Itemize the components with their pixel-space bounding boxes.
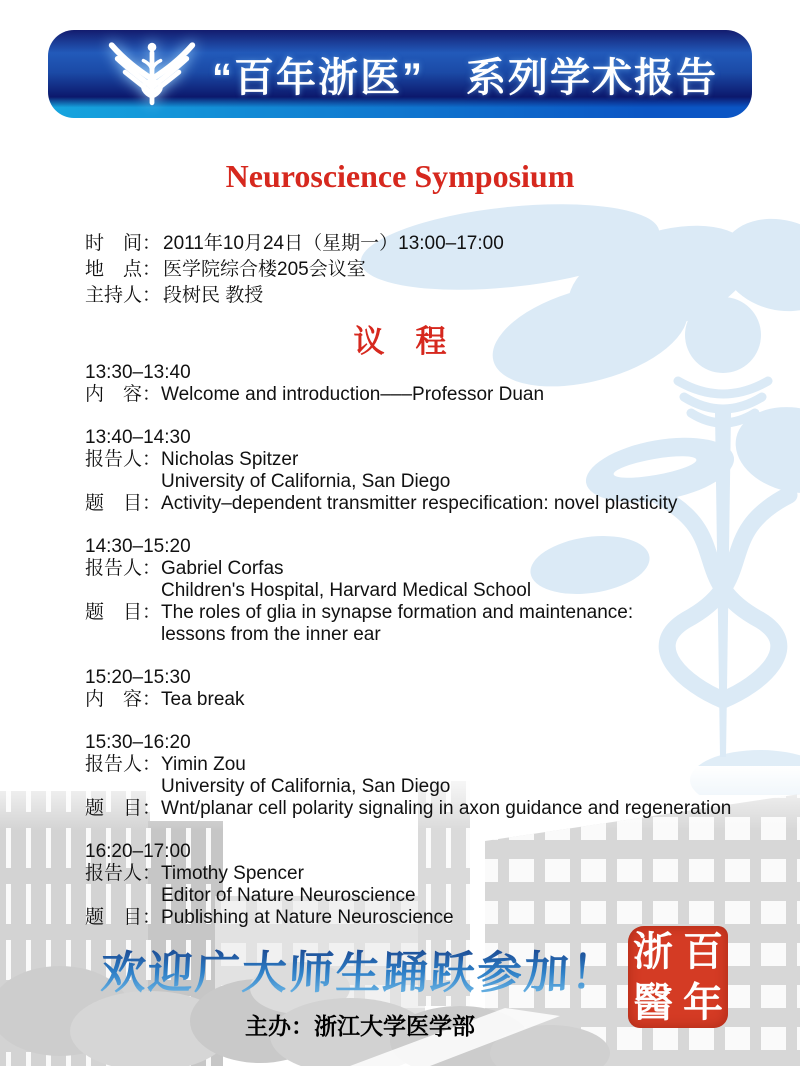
agenda-line: University of California, San Diego <box>161 471 451 492</box>
organizer-label: 主办： <box>245 1014 314 1039</box>
agenda-row-lines <box>161 558 776 602</box>
detail-value: 医学院综合楼205会议室 <box>163 259 366 280</box>
agenda-row <box>85 493 776 515</box>
agenda-time: 15:20–15:30 <box>85 667 191 688</box>
agenda-row-lines <box>161 493 776 515</box>
agenda-block <box>85 427 776 515</box>
agenda-row <box>85 384 776 406</box>
seal-char: 醫 <box>633 980 673 1025</box>
agenda-line: Activity–dependent transmitter respecification: novel plasticity <box>161 493 678 514</box>
detail-row-time <box>85 231 504 257</box>
agenda-block <box>85 732 776 820</box>
agenda-row-lines <box>161 689 776 711</box>
agenda-line: Tea break <box>161 689 245 710</box>
agenda-line: Gabriel Corfas <box>161 558 284 579</box>
agenda-row-label: 题 目： <box>85 602 162 623</box>
agenda-row-label: 报告人： <box>85 863 162 884</box>
agenda-row-lines <box>161 798 776 820</box>
detail-label: 主持人： <box>85 285 162 306</box>
agenda-time: 15:30–16:20 <box>85 732 191 753</box>
detail-value: 段树民 教授 <box>163 285 264 306</box>
agenda-row <box>85 863 776 907</box>
agenda-line: Children's Hospital, Harvard Medical School <box>161 580 532 601</box>
agenda-line: lessons from the inner ear <box>161 624 381 645</box>
agenda-line: Timothy Spencer <box>161 863 304 884</box>
event-details <box>85 231 504 309</box>
banner-title: “百年浙医” 系列学术报告 <box>212 55 718 100</box>
welcome-line-wrap <box>0 936 720 1001</box>
agenda-row <box>85 449 776 493</box>
agenda-row-lines <box>161 754 776 798</box>
agenda-row-label: 题 目： <box>85 907 162 928</box>
agenda-row-label: 报告人： <box>85 754 162 775</box>
agenda-row <box>85 798 776 820</box>
organizer-value: 浙江大学医学部 <box>314 1014 475 1039</box>
agenda-row-label: 内 容： <box>85 689 162 710</box>
agenda-row-lines <box>161 384 776 406</box>
agenda-row-label: 报告人： <box>85 449 162 470</box>
welcome-calligraphy: 欢迎广大师生踊跃参加！ <box>100 936 620 1001</box>
agenda-block <box>85 536 776 646</box>
agenda-time: 13:30–13:40 <box>85 362 191 383</box>
agenda-row <box>85 602 776 646</box>
agenda-row-lines <box>161 449 776 493</box>
detail-row-host <box>85 283 504 309</box>
seal-char: 百 <box>683 929 723 974</box>
agenda-line: Editor of Nature Neuroscience <box>161 885 416 906</box>
agenda-line: Publishing at Nature Neuroscience <box>161 907 454 928</box>
agenda-time: 14:30–15:20 <box>85 536 191 557</box>
agenda-row-lines <box>161 602 776 646</box>
agenda-line: University of California, San Diego <box>161 776 451 797</box>
agenda-row <box>85 558 776 602</box>
agenda-line: Welcome and introduction–––Professor Duan <box>161 384 545 405</box>
page-title: Neuroscience Symposium <box>225 158 575 194</box>
caduceus-icon <box>104 39 200 109</box>
detail-row-location <box>85 257 504 283</box>
agenda-row-label: 题 目： <box>85 493 162 514</box>
agenda-block <box>85 667 776 711</box>
detail-value: 2011年10月24日（星期一）13:00–17:00 <box>163 233 504 254</box>
agenda-row <box>85 689 776 711</box>
agenda-time: 13:40–14:30 <box>85 427 191 448</box>
seal-char: 浙 <box>633 929 673 974</box>
agenda-row <box>85 754 776 798</box>
agenda-row-label: 报告人： <box>85 558 162 579</box>
agenda-block <box>85 841 776 929</box>
agenda-row-label: 内 容： <box>85 384 162 405</box>
agenda-time: 16:20–17:00 <box>85 841 191 862</box>
seal-char: 年 <box>683 980 723 1025</box>
agenda-line: The roles of glia in synapse formation and maintenance: <box>161 602 634 623</box>
agenda-row-lines <box>161 863 776 907</box>
agenda-line: Yimin Zou <box>161 754 246 775</box>
detail-label: 时 间： <box>85 233 162 254</box>
agenda-row-label: 题 目： <box>85 798 162 819</box>
agenda-list <box>85 362 776 950</box>
agenda-heading: 议 程 <box>353 324 447 359</box>
agenda-block <box>85 362 776 406</box>
banner <box>48 30 752 118</box>
agenda-line: Wnt/planar cell polarity signaling in axon guidance and regeneration <box>161 798 732 819</box>
agenda-line: Nicholas Spitzer <box>161 449 299 470</box>
organizer-line <box>0 1008 720 1041</box>
detail-label: 地 点： <box>85 259 162 280</box>
red-seal-stamp <box>628 926 728 1028</box>
